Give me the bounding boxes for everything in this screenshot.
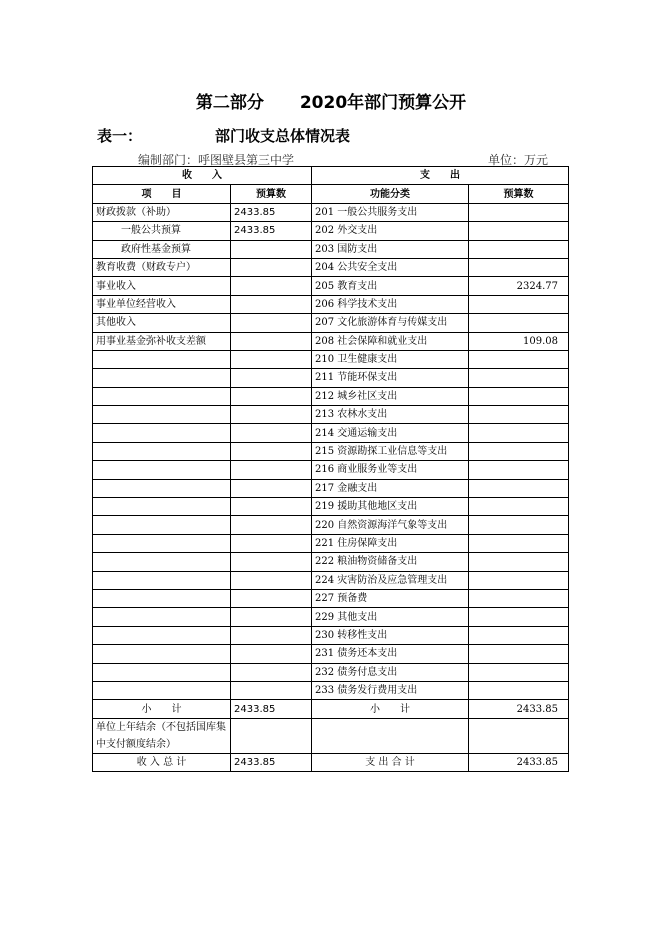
expense-value [469, 387, 569, 405]
income-value [231, 314, 312, 332]
expense-value [469, 424, 569, 442]
table-row [93, 258, 569, 276]
expense-item: 208 社会保障和就业支出 [312, 332, 469, 350]
income-item: 政府性基金预算 [93, 240, 231, 258]
income-value [231, 369, 312, 387]
expense-item: 212 城乡社区支出 [312, 387, 469, 405]
income-value [231, 681, 312, 699]
table-row [93, 442, 569, 460]
income-item [93, 589, 231, 607]
expense-item: 219 援助其他地区支出 [312, 498, 469, 516]
expense-item: 210 卫生健康支出 [312, 350, 469, 368]
income-item [93, 663, 231, 681]
income-item: 教育收费（财政专户） [93, 258, 231, 276]
expense-item: 224 灾害防治及应急管理支出 [312, 571, 469, 589]
table-row [93, 332, 569, 350]
income-value: 2433.85 [231, 203, 312, 221]
expense-item: 221 住房保障支出 [312, 534, 469, 552]
table-row [93, 479, 569, 497]
expense-value [469, 442, 569, 460]
income-value [231, 645, 312, 663]
total-expense: 2433.85 [469, 753, 569, 771]
org-label: 编制部门：呼图壁县第三中学 [138, 153, 295, 167]
income-value [231, 479, 312, 497]
table-row [93, 350, 569, 368]
table-row [93, 608, 569, 626]
expense-value [469, 295, 569, 313]
table-row [93, 571, 569, 589]
expense-value [469, 258, 569, 276]
table-title: 部门收支总体情况表 [215, 127, 351, 145]
expense-item: 231 债务还本支出 [312, 645, 469, 663]
expense-value [469, 626, 569, 644]
expense-item: 222 粮油物资储备支出 [312, 553, 469, 571]
unit-label: 单位：万元 [488, 153, 549, 167]
income-value [231, 663, 312, 681]
table-row [93, 240, 569, 258]
expense-item: 233 债务发行费用支出 [312, 681, 469, 699]
expense-item: 206 科学技术支出 [312, 295, 469, 313]
table-row [93, 387, 569, 405]
expense-group-header: 支 出 [312, 167, 569, 185]
table-row [93, 553, 569, 571]
income-value [231, 498, 312, 516]
income-value [231, 534, 312, 552]
income-item [93, 350, 231, 368]
income-item [93, 553, 231, 571]
income-item [93, 645, 231, 663]
income-value [231, 258, 312, 276]
income-value [231, 442, 312, 460]
subtotal-label: 小 计 [93, 700, 231, 718]
expense-item: 227 预备费 [312, 589, 469, 607]
income-item [93, 461, 231, 479]
income-item: 事业收入 [93, 277, 231, 295]
income-item [93, 387, 231, 405]
income-item [93, 406, 231, 424]
expense-value [469, 516, 569, 534]
income-value [231, 516, 312, 534]
subtotal-expense: 2433.85 [469, 700, 569, 718]
table-row [93, 589, 569, 607]
income-value [231, 553, 312, 571]
expense-item: 205 教育支出 [312, 277, 469, 295]
expense-value [469, 498, 569, 516]
income-item: 财政拨款（补助） [93, 203, 231, 221]
expense-value [469, 479, 569, 497]
table-row [93, 663, 569, 681]
expense-value [469, 240, 569, 258]
expense-value [469, 314, 569, 332]
expense-item: 203 国防支出 [312, 240, 469, 258]
expense-value [469, 534, 569, 552]
expense-value [469, 663, 569, 681]
expense-value [469, 461, 569, 479]
income-value [231, 571, 312, 589]
expense-value: 109.08 [469, 332, 569, 350]
expense-item: 220 自然资源海洋气象等支出 [312, 516, 469, 534]
table-row [93, 424, 569, 442]
col-budget-header: 预算数 [231, 185, 312, 203]
carryover-expense-value [469, 718, 569, 753]
income-item [93, 424, 231, 442]
expense-item: 230 转移性支出 [312, 626, 469, 644]
income-item [93, 571, 231, 589]
income-value [231, 461, 312, 479]
expense-value [469, 608, 569, 626]
income-item [93, 681, 231, 699]
subtotal-income: 2433.85 [231, 700, 312, 718]
income-item: 用事业基金弥补收支差额 [93, 332, 231, 350]
income-item [93, 516, 231, 534]
total-income: 2433.85 [231, 753, 312, 771]
group-header-row [93, 167, 569, 185]
expense-item: 214 交通运输支出 [312, 424, 469, 442]
income-item [93, 369, 231, 387]
income-value [231, 626, 312, 644]
table-row [93, 681, 569, 699]
carryover-value [231, 718, 312, 753]
income-item [93, 626, 231, 644]
income-value [231, 295, 312, 313]
income-item: 事业单位经营收入 [93, 295, 231, 313]
expense-value [469, 350, 569, 368]
income-value [231, 332, 312, 350]
table-row [93, 277, 569, 295]
income-value [231, 240, 312, 258]
expense-item: 217 金融支出 [312, 479, 469, 497]
expense-item: 216 商业服务业等支出 [312, 461, 469, 479]
expense-item: 229 其他支出 [312, 608, 469, 626]
table-row [93, 203, 569, 221]
expense-item: 215 资源勘探工业信息等支出 [312, 442, 469, 460]
budget-table [92, 166, 569, 772]
expense-value [469, 645, 569, 663]
income-item: 一般公共预算 [93, 222, 231, 240]
carryover-expense-item [312, 718, 469, 753]
expense-item: 207 文化旅游体育与传媒支出 [312, 314, 469, 332]
expense-value [469, 553, 569, 571]
table-row [93, 314, 569, 332]
income-value [231, 608, 312, 626]
col-item-header: 项 目 [93, 185, 231, 203]
expense-value [469, 589, 569, 607]
income-item [93, 479, 231, 497]
expense-value [469, 203, 569, 221]
page-title: 第二部分 2020年部门预算公开 [195, 93, 467, 113]
income-value [231, 387, 312, 405]
expense-value [469, 406, 569, 424]
income-value [231, 589, 312, 607]
total-expense-label: 支 出 合 计 [312, 753, 469, 771]
expense-item: 204 公共安全支出 [312, 258, 469, 276]
table-row [93, 498, 569, 516]
table-row [93, 222, 569, 240]
income-item [93, 498, 231, 516]
table-row [93, 461, 569, 479]
expense-value [469, 571, 569, 589]
expense-value: 2324.77 [469, 277, 569, 295]
expense-item: 232 债务付息支出 [312, 663, 469, 681]
income-item [93, 534, 231, 552]
expense-item: 211 节能环保支出 [312, 369, 469, 387]
table-row [93, 516, 569, 534]
expense-value [469, 222, 569, 240]
total-income-label: 收 入 总 计 [93, 753, 231, 771]
expense-item: 213 农林水支出 [312, 406, 469, 424]
income-item [93, 442, 231, 460]
income-item: 其他收入 [93, 314, 231, 332]
carryover-label: 单位上年结余（不包括国库集中支付额度结余） [93, 718, 231, 753]
total-row [93, 753, 569, 771]
table-row [93, 406, 569, 424]
income-item [93, 608, 231, 626]
income-value: 2433.85 [231, 222, 312, 240]
subtotal-label-expense: 小 计 [312, 700, 469, 718]
expense-value [469, 681, 569, 699]
table-row [93, 645, 569, 663]
income-value [231, 424, 312, 442]
income-value [231, 406, 312, 424]
table-row [93, 369, 569, 387]
expense-value [469, 369, 569, 387]
expense-item: 201 一般公共服务支出 [312, 203, 469, 221]
column-header-row [93, 185, 569, 203]
carryover-row [93, 718, 569, 753]
income-value [231, 277, 312, 295]
income-value [231, 350, 312, 368]
table-row [93, 295, 569, 313]
table-row [93, 626, 569, 644]
subtotal-row [93, 700, 569, 718]
table-row [93, 534, 569, 552]
income-group-header: 收 入 [93, 167, 312, 185]
table-label: 表一： [97, 127, 143, 145]
expense-item: 202 外交支出 [312, 222, 469, 240]
col-func-header: 功能分类 [312, 185, 469, 203]
col-budget2-header: 预算数 [469, 185, 569, 203]
